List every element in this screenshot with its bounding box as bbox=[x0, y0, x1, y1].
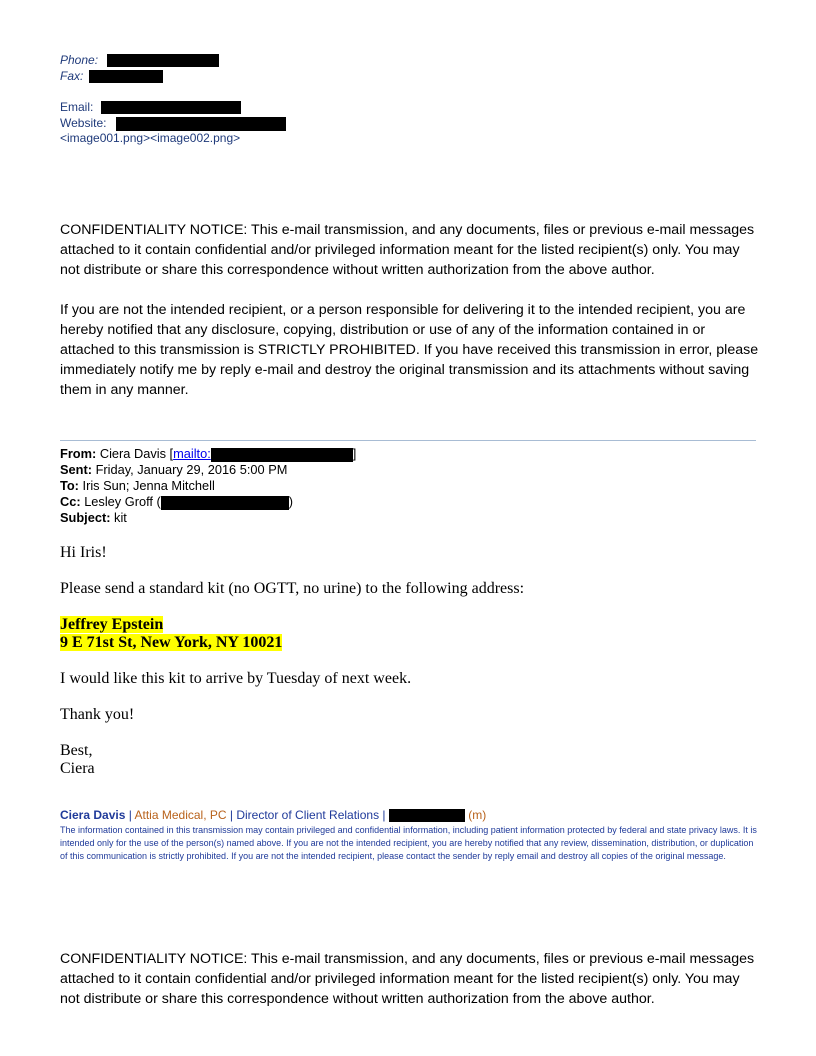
phone-line bbox=[60, 53, 219, 68]
subject-label: Subject: bbox=[60, 510, 111, 525]
signature-role: Director of Client Relations bbox=[236, 808, 380, 822]
cc-close: ) bbox=[288, 494, 294, 509]
redacted-phone bbox=[107, 54, 219, 67]
redacted-from-address bbox=[211, 448, 353, 462]
from-close: ] bbox=[352, 446, 357, 461]
address-name-text: Jeffrey Epstein bbox=[60, 616, 164, 633]
redacted-email bbox=[101, 101, 241, 114]
signature-sep-2: | bbox=[226, 808, 237, 822]
closing-text: Best, bbox=[60, 742, 93, 759]
signature-line bbox=[60, 808, 486, 823]
subject-value: kit bbox=[114, 510, 127, 525]
signoff-text: Ciera bbox=[60, 760, 95, 777]
redacted-phone-number bbox=[389, 809, 465, 822]
address-name bbox=[60, 615, 163, 634]
fax-label: Fax: bbox=[60, 69, 84, 83]
request-text: Please send a standard kit (no OGTT, no urine) to the following address: bbox=[60, 580, 525, 597]
signature-firm: Attia Medical, PC bbox=[134, 808, 227, 822]
to-value: Iris Sun; Jenna Mitchell bbox=[82, 478, 215, 493]
from-line bbox=[60, 446, 356, 462]
signature-sep-1: | bbox=[125, 808, 135, 822]
confidentiality-notice-p1: CONFIDENTIALITY NOTICE: This e-mail transmission, and any documents, files or previous e-mail messages attached to it contain confidential and/or privileged information meant for the listed recipient(s) only. You may not distribute or share this correspondence without written authorization from the above author. bbox=[60, 222, 755, 278]
attachments-line: <image001.png><image002.png> bbox=[60, 131, 241, 145]
signature-name: Ciera Davis bbox=[60, 808, 126, 822]
sent-line bbox=[60, 462, 287, 478]
to-label: To: bbox=[60, 478, 79, 493]
signature-disclaimer: The information contained in this transmission may contain privileged and confidential information, including patient information protected by federal and state privacy laws. It is intended only for the use of the person(s) named above. If you are not the intended recipient, you are hereby notified that any review, dissemination, distribution, or duplication of this communication is strictly prohibited. If you are not the intended recipient, please contact the sender by reply email and destroy all copies of the original message. bbox=[60, 825, 757, 861]
timing-text: I would like this kit to arrive by Tuesday of next week. bbox=[60, 670, 412, 687]
cc-value: Lesley Groff ( bbox=[84, 494, 161, 509]
phone-label: Phone: bbox=[60, 53, 99, 67]
subject-line bbox=[60, 510, 127, 526]
confidentiality-notice-bottom: CONFIDENTIALITY NOTICE: This e-mail transmission, and any documents, files or previous e-mail messages attached to it contain confidential and/or privileged information meant for the listed recipient(s) only. You may not distribute or share this correspondence without written authorization from the above author. bbox=[60, 951, 755, 1007]
to-line bbox=[60, 478, 215, 494]
fax-line bbox=[60, 69, 163, 84]
greeting: Hi Iris! bbox=[60, 544, 107, 561]
header-divider bbox=[60, 440, 756, 441]
thanks-text: Thank you! bbox=[60, 706, 135, 723]
redacted-website bbox=[116, 117, 286, 131]
mailto-link[interactable]: mailto: bbox=[173, 446, 211, 461]
sent-label: Sent: bbox=[60, 462, 92, 477]
from-name: Ciera Davis [ bbox=[99, 446, 174, 461]
website-label: Website: bbox=[60, 116, 107, 130]
cc-line bbox=[60, 494, 293, 510]
cc-label: Cc: bbox=[60, 494, 81, 509]
mobile-suffix: (m) bbox=[468, 808, 487, 822]
redacted-cc-address bbox=[161, 496, 289, 510]
email-line bbox=[60, 100, 241, 115]
from-label: From: bbox=[60, 446, 97, 461]
address-street-text: 9 E 71st St, New York, NY 10021 bbox=[60, 634, 283, 651]
website-line bbox=[60, 116, 286, 131]
sent-value: Friday, January 29, 2016 5:00 PM bbox=[95, 462, 288, 477]
redacted-fax bbox=[89, 70, 163, 83]
address-street bbox=[60, 633, 282, 652]
signature-sep-3: | bbox=[379, 808, 389, 822]
email-label: Email: bbox=[60, 100, 94, 114]
confidentiality-notice-p2: If you are not the intended recipient, or a person responsible for delivering it to the intended recipient, you are hereby notified that any disclosure, copying, distribution or use of any of the information contained in or attached to this transmission is STRICTLY PROHIBITED. If you have received this transmission in error, please immediately notify me by reply e-mail and destroy the original transmission and its attachments without saving them in any manner. bbox=[60, 302, 759, 398]
